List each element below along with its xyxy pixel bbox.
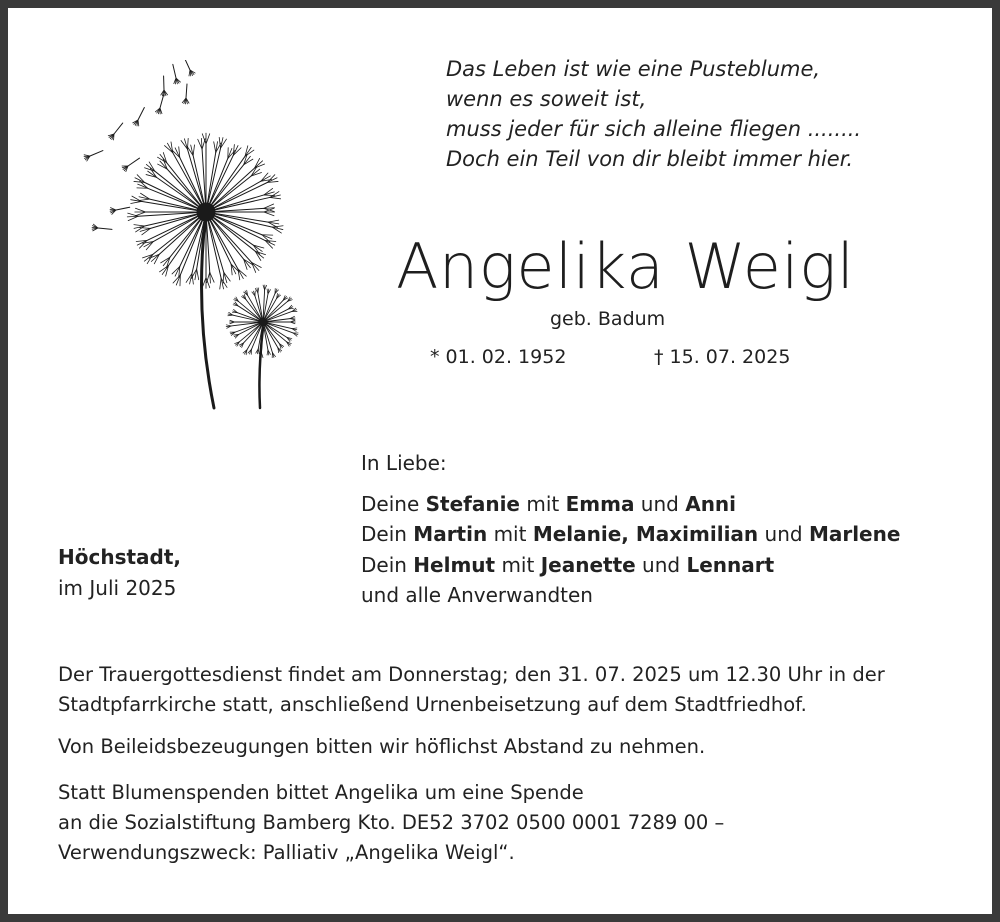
donation-notice [58,778,724,868]
notice-line: Der Trauergottesdienst findet am Donnerstag; den 31. 07. 2025 um 12.30 Uhr in der [58,663,885,686]
notice-line: Statt Blumenspenden bittet Angelika um eine Spende [58,781,584,804]
deceased-name: Angelika Weigl [396,230,855,303]
family-line [361,550,900,581]
place-month: im Juli 2025 [58,575,177,600]
poem-line: muss jeder für sich alleine fliegen ........ [446,117,862,141]
death-date: † 15. 07. 2025 [654,346,791,368]
place-city: Höchstadt, [58,545,182,569]
poem [446,54,861,174]
family-text: und [635,552,687,577]
family-member: Martin [413,522,488,546]
born-name: geb. Badum [550,308,666,330]
place-date [58,542,181,603]
poem-line: Das Leben ist wie eine Pusteblume, [446,57,821,81]
family-line [361,519,900,550]
family-intro: In Liebe: [361,451,447,475]
family-text: mit [495,552,541,577]
birth-date: * 01. 02. 1952 [430,346,567,368]
service-notice [58,660,885,720]
notice-line: Von Beileidsbezeugungen bitten wir höflichst Abstand zu nehmen. [58,735,706,758]
family-member: Helmut [413,552,496,577]
family-closing: und alle Anverwandten [361,583,593,607]
family-line [361,489,900,520]
family-text: Deine [361,491,426,516]
family-list [361,448,900,611]
notice-line: an die Sozialstiftung Bamberg Kto. DE52 3702 0500 0001 7289 00 – [58,811,725,834]
notice-line: Stadtpfarrkirche statt, anschließend Urnenbeisetzung auf dem Stadtfriedhof. [58,693,807,716]
dandelion-icon [68,60,308,412]
family-member: Jeanette [540,552,636,577]
family-member: Anni [685,491,737,516]
family-text: Dein [361,522,414,546]
family-member: Melanie, Maximilian [532,522,759,546]
family-member: Stefanie [425,491,520,516]
family-text: Dein [361,552,414,577]
family-member: Lennart [686,552,775,577]
poem-line: wenn es soweit ist, [446,87,647,111]
family-member: Marlene [808,522,901,546]
family-text: und [758,522,809,546]
family-text: mit [487,522,533,546]
obituary-card [8,8,992,914]
notice-line: Verwendungszweck: Palliativ „Angelika Weigl“. [58,841,515,864]
poem-line: Doch ein Teil von dir bleibt immer hier. [446,147,854,171]
family-text: und [634,491,686,516]
family-member: Emma [565,491,635,516]
condolence-notice [58,732,705,762]
family-text: mit [520,491,566,516]
